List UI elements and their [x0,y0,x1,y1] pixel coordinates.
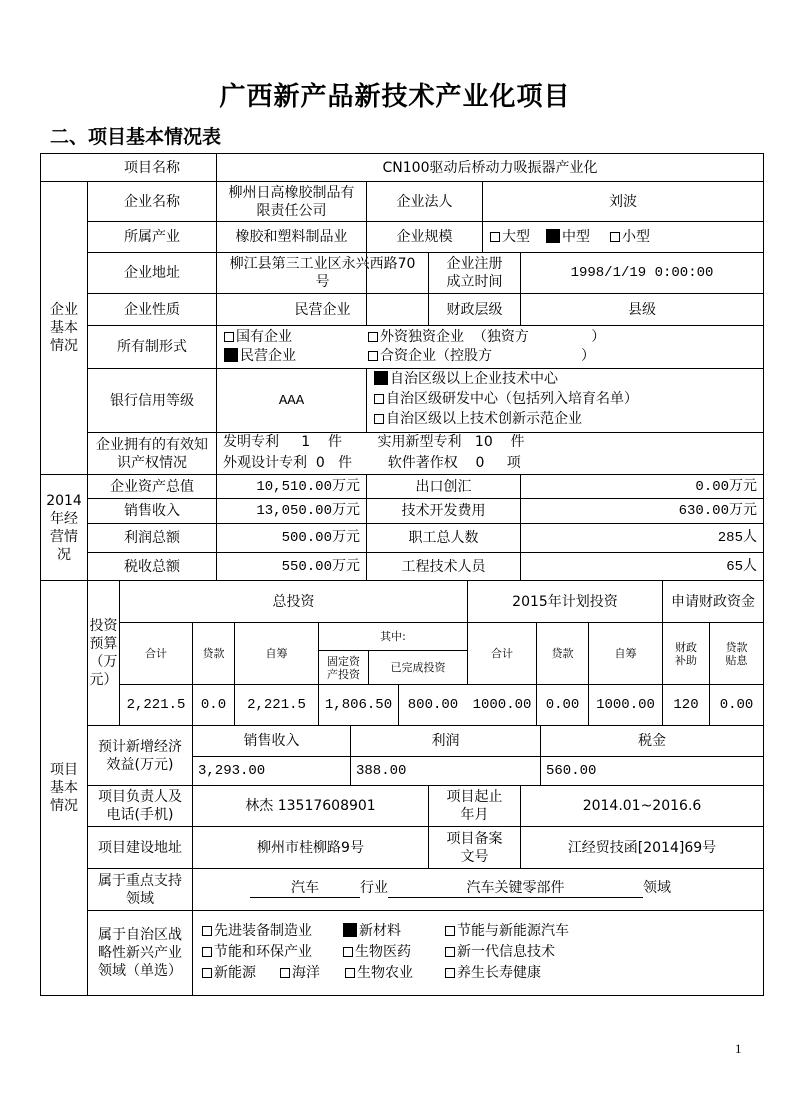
tech-center-option-1[interactable]: 自治区级以上企业技术中心 [374,370,558,388]
period-label: 项目起止年月 [446,789,503,823]
ops-row-value: 550.00万元 [281,558,360,575]
budget-header: 自筹 [265,647,288,660]
budget-value: 1000.00 [596,697,655,713]
scale-option-medium[interactable]: 中型 [546,228,590,246]
strategic-label: 属于自治区战略性新兴产业领域（单选） [98,927,182,979]
checkbox-icon [368,332,378,342]
ops-row-value: 10,510.00万元 [256,478,360,495]
ops-row-label: 税收总额 [124,558,180,575]
budget-value: 2,221.5 [126,697,186,713]
checkbox-icon [202,947,212,957]
project-name-value: CN100驱动后桥动力吸振器产业化 [382,159,598,176]
credit-value: AAA [278,392,305,409]
checkbox-checked-icon [343,923,357,937]
benefit-header: 税金 [638,733,666,749]
ops-row-value2: 0.00万元 [695,478,757,495]
filing-label: 项目备案文号 [446,830,503,865]
strategic-option[interactable]: 新能源 [202,964,256,982]
focus-industry-value: 汽车 [250,879,360,898]
strategic-option[interactable]: 生物医药 [343,943,411,961]
founded-value: 1998/1/19 0:00:00 [570,265,714,281]
strategic-option[interactable]: 先进装备制造业 [202,922,312,940]
checkbox-icon [445,926,455,936]
budget-header: 财政补助 [675,640,697,667]
operations-section-label: 2014年经营情况 [46,492,82,563]
address-value: 柳江县第三工业区永兴西路70号 [229,256,416,290]
budget-value: 120 [673,697,699,713]
among-label: 其中: [380,630,406,643]
ops-row-label2: 工程技术人员 [401,558,486,575]
focus-industry-suffix: 行业 [360,880,388,896]
budget-header: 自筹 [614,647,637,660]
strategic-option[interactable]: 海洋 [280,964,320,982]
budget-value: 0.0 [200,697,227,713]
checkbox-icon [610,232,620,242]
budget-value: 0.00 [719,697,754,713]
section-subtitle: 二、项目基本情况表 [50,126,222,148]
ops-row-label2: 出口创汇 [415,478,472,495]
benefit-value: 560.00 [546,763,597,779]
ownership-option-state[interactable]: 国有企业 [224,328,292,346]
strategic-option[interactable]: 节能和环保产业 [202,943,312,961]
checkbox-icon [445,947,455,957]
ip-line-2: 外观设计专利 0 件 软件著作权 0 项 [223,455,521,471]
budget-header: 固定资产投资 [327,654,360,681]
budget-label: 投资预算（万元） [89,618,118,688]
checkbox-icon [490,232,500,242]
benefit-label: 预计新增经济效益(万元) [98,738,182,773]
enterprise-name-value: 柳州日高橡胶制品有限责任公司 [228,184,355,219]
focus-field-value: 汽车关键零部件 [388,879,643,898]
document-title: 广西新产品新技术产业化项目 [219,82,571,112]
strategic-option[interactable]: 新一代信息技术 [445,943,555,961]
project-section-label: 项目基本情况 [50,762,78,814]
benefit-value: 388.00 [356,763,407,779]
leader-label: 项目负责人及电话(手机) [98,789,182,823]
enterprise-name-label: 企业名称 [124,193,180,210]
budget-header: 贷款 [551,647,574,660]
checkbox-icon [280,968,290,978]
fiscal-value: 县级 [628,301,656,318]
ops-row-label: 销售收入 [124,503,180,519]
checkbox-icon [374,394,384,404]
ops-row-value2: 630.00万元 [678,503,757,519]
budget-header: 合计 [145,647,167,660]
budget-header: 贷款贴息 [725,640,748,667]
page-number: 1 [735,1041,742,1056]
address-label: 企业地址 [124,265,180,281]
focus-field-suffix: 领域 [643,880,671,896]
enterprise-section-label: 企业基本情况 [50,302,78,354]
ops-row-label2: 技术开发费用 [401,503,486,519]
project-name-label: 项目名称 [124,159,180,176]
founded-label: 企业注册成立时间 [446,256,503,290]
legal-rep-value: 刘波 [609,193,637,210]
focus-label: 属于重点支持领域 [98,872,182,907]
budget-value: 0.00 [545,697,580,713]
ownership-option-foreign[interactable]: 外资独资企业 （独资方 ） [368,328,605,346]
nature-label: 企业性质 [124,301,180,318]
strategic-option[interactable]: 养生长寿健康 [445,964,541,982]
legal-rep-label: 企业法人 [396,193,453,210]
benefit-header: 销售收入 [243,733,300,749]
checkbox-icon [368,351,378,361]
checkbox-icon [345,968,355,978]
budget-value: 800.00 [407,697,459,713]
nature-value: 民营企业 [294,301,351,318]
checkbox-icon [374,414,384,424]
total-investment-label: 总投资 [272,593,315,610]
budget-value: 1000.00 [472,697,532,713]
budget-header: 已完成投资 [390,661,446,674]
ops-row-value2: 285人 [717,530,757,546]
checkbox-icon [202,926,212,936]
industry-value: 橡胶和塑料制品业 [235,229,348,245]
checkbox-checked-icon [374,371,388,385]
industry-label: 所属产业 [124,229,180,245]
budget-header: 贷款 [202,647,225,660]
tech-center-option-3[interactable]: 自治区级以上技术创新示范企业 [374,410,582,428]
ops-row-label: 利润总额 [124,530,180,546]
site-label: 项目建设地址 [98,839,182,856]
period-value: 2014.01~2016.6 [582,798,702,814]
ip-label: 企业拥有的有效知识产权情况 [96,436,208,471]
benefit-value: 3,293.00 [198,763,266,779]
checkbox-checked-icon [546,229,560,243]
filing-value: 江经贸技函[2014]69号 [567,839,717,856]
ops-row-label2: 职工总人数 [408,530,479,546]
scale-option-large[interactable]: 大型 [490,228,530,246]
ownership-option-private[interactable]: 民营企业 [224,347,296,365]
checkbox-icon [224,332,234,342]
benefit-header: 利润 [431,733,460,749]
credit-label: 银行信用等级 [110,392,194,409]
strategic-option[interactable]: 节能与新能源汽车 [445,922,569,940]
ops-row-value: 500.00万元 [281,530,360,546]
checkbox-icon [445,968,455,978]
fiscal-request-label: 申请财政资金 [671,593,755,610]
leader-value: 林杰 13517608901 [245,798,376,814]
site-value: 柳州市桂柳路9号 [257,839,364,856]
tech-center-option-2[interactable]: 自治区级研发中心（包括列入培育名单） [374,390,638,408]
focus-field-line [250,879,671,898]
ip-line-1: 发明专利 1 件 实用新型专利 10 件 [223,434,525,450]
checkbox-icon [343,947,353,957]
ops-row-value: 13,050.00万元 [256,503,360,519]
ops-row-label: 企业资产总值 [110,478,194,495]
budget-value: 2,221.5 [247,697,306,713]
budget-header: 合计 [491,647,513,660]
plan-2015-label: 2015年计划投资 [512,593,618,610]
scale-option-small[interactable]: 小型 [610,228,650,246]
strategic-option[interactable]: 生物农业 [345,964,413,982]
ownership-label: 所有制形式 [117,339,187,355]
ops-row-value2: 65人 [726,558,757,575]
checkbox-icon [202,968,212,978]
scale-label: 企业规模 [396,229,453,245]
checkbox-checked-icon [224,348,238,362]
budget-value: 1,806.50 [324,697,393,713]
strategic-option[interactable]: 新材料 [343,922,401,940]
fiscal-label: 财政层级 [446,301,503,318]
ownership-option-joint[interactable]: 合资企业（控股方 ） [368,347,595,365]
